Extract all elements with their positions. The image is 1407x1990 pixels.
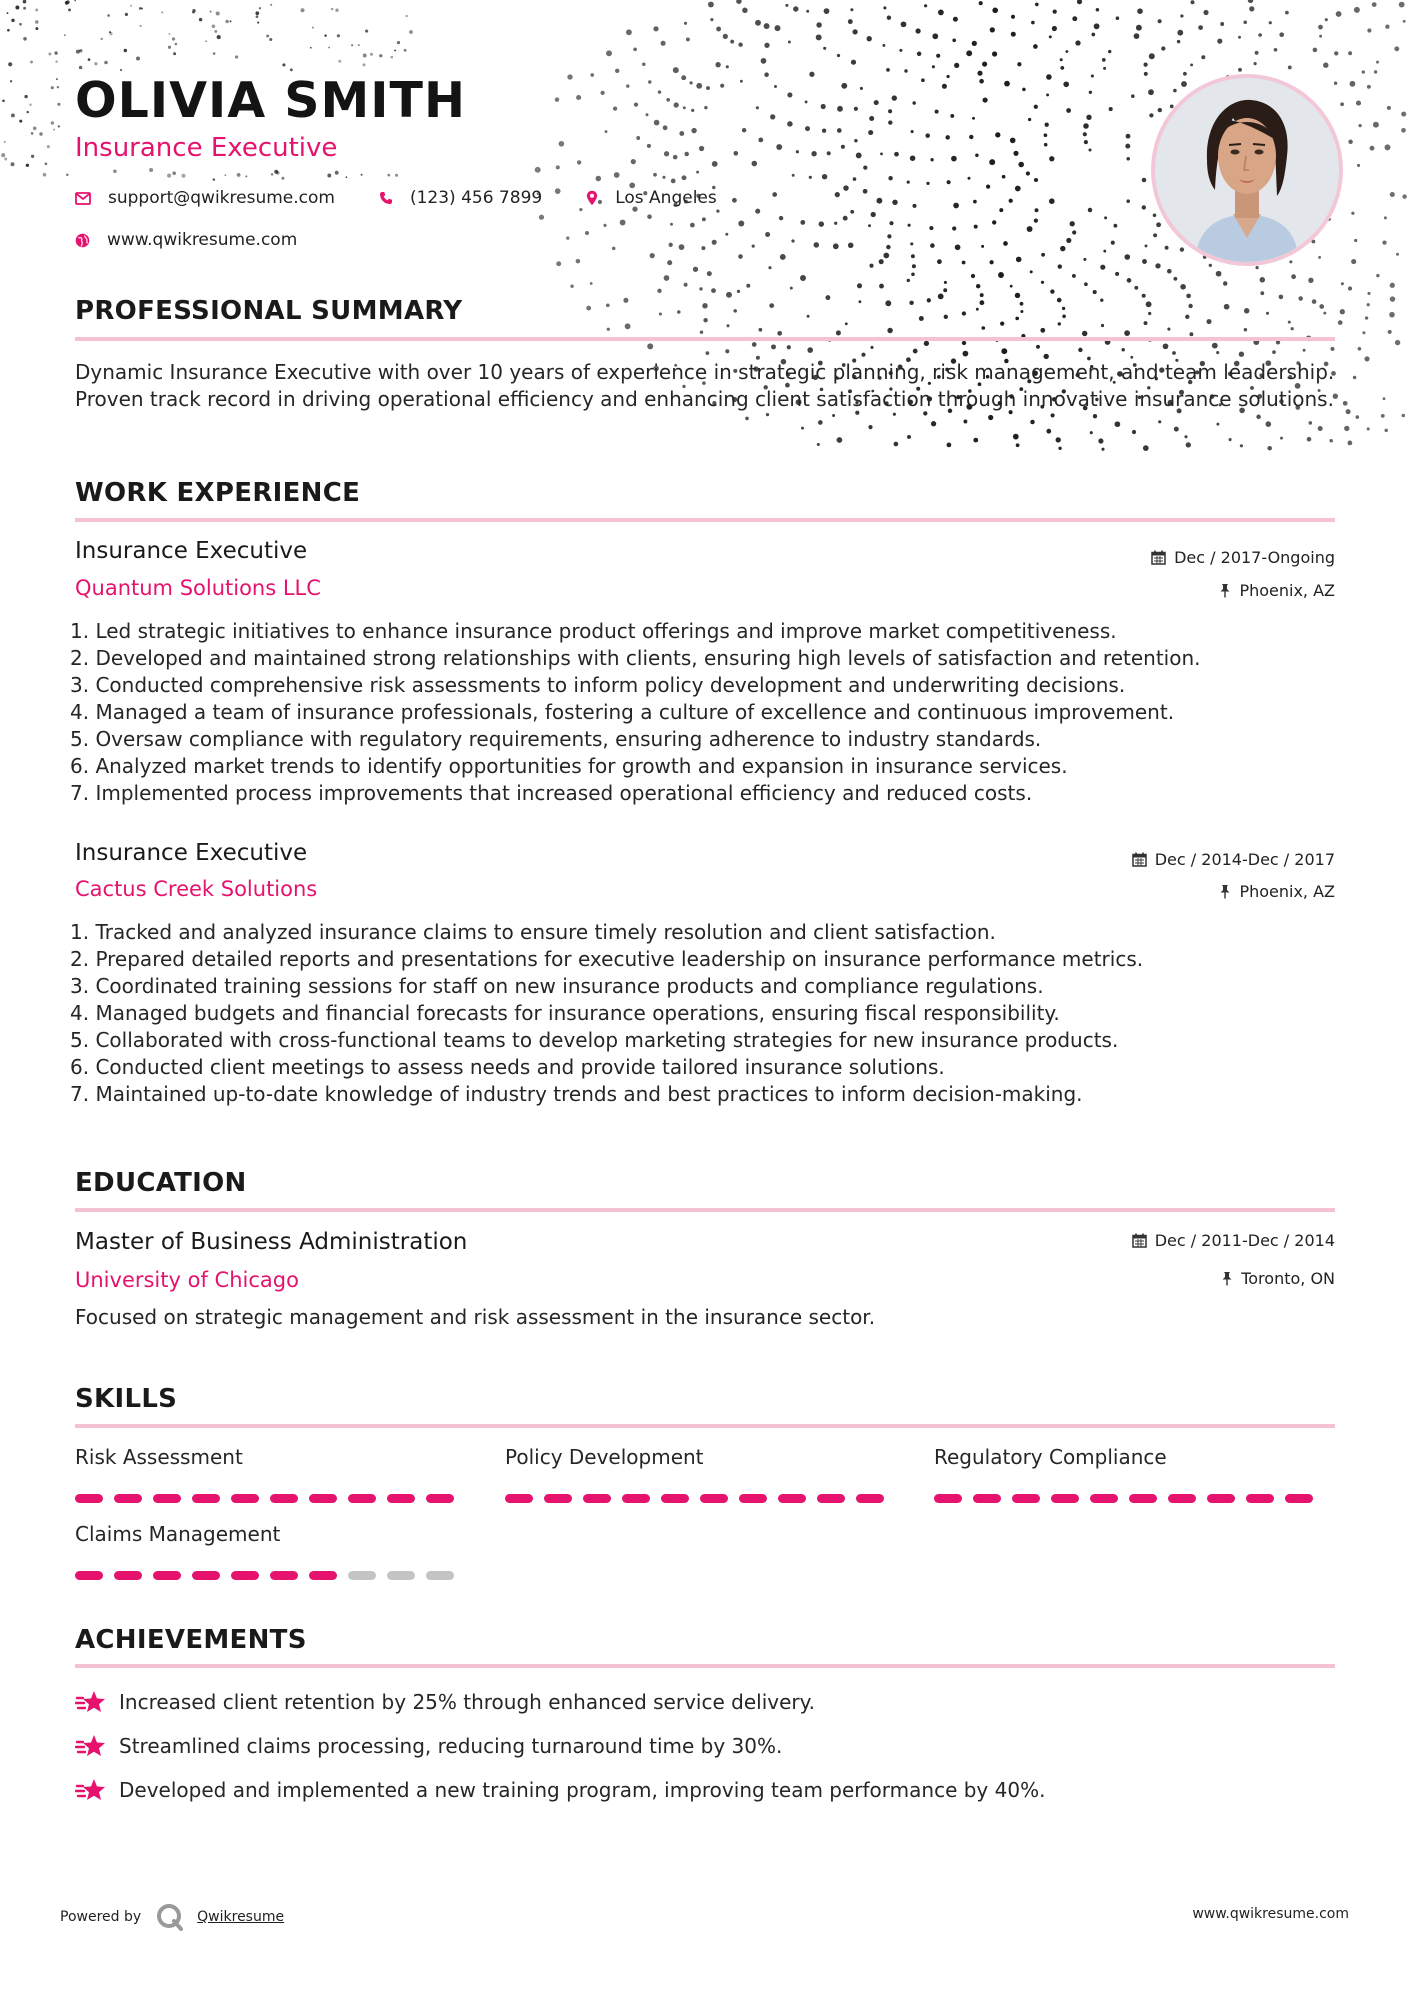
- job-title: Insurance Executive: [75, 840, 308, 866]
- skill-segment-filled: [75, 1494, 103, 1503]
- skill-segment-filled: [817, 1494, 845, 1503]
- skill-segment-filled: [309, 1571, 337, 1580]
- email-item[interactable]: [75, 188, 335, 208]
- skill-segment-filled: [661, 1494, 689, 1503]
- website-text: www.qwikresume.com: [107, 230, 298, 250]
- skill-segment-filled: [1246, 1494, 1274, 1503]
- skill-segment-filled: [231, 1494, 259, 1503]
- skill-segment-filled: [153, 1571, 181, 1580]
- footer-url[interactable]: www.qwikresume.com: [1192, 1906, 1349, 1922]
- skill-segment-empty: [387, 1571, 415, 1580]
- website-row: [75, 230, 341, 250]
- pushpin-icon: [1221, 1271, 1233, 1286]
- skill-name: Regulatory Compliance: [934, 1445, 1167, 1469]
- skill-segment-filled: [114, 1494, 142, 1503]
- skill-level-bar: [75, 1494, 454, 1503]
- skill-segment-filled: [309, 1494, 337, 1503]
- section-divider: [75, 1208, 1335, 1212]
- section-divider: [75, 337, 1335, 341]
- calendar-icon: [1132, 852, 1147, 867]
- skill-level-bar: [75, 1571, 454, 1580]
- skill-name: Policy Development: [505, 1445, 704, 1469]
- skill-segment-filled: [153, 1494, 181, 1503]
- summary-text: Dynamic Insurance Executive with over 10 years of experience in strategic planning, risk management, and team leadership. Proven track record in driving operational efficiency and enhancing client satisfaction through innovative insurance solutions.: [75, 360, 1335, 411]
- skill-segment-filled: [544, 1494, 572, 1503]
- powered-by: [60, 1902, 284, 1932]
- skill-segment-filled: [1207, 1494, 1235, 1503]
- list-item: 1. Led strategic initiatives to enhance insurance product offerings and improve market competitiveness.: [70, 619, 1117, 643]
- skill-segment-filled: [75, 1571, 103, 1580]
- map-pin-icon: [586, 190, 598, 206]
- skill-segment-filled: [778, 1494, 806, 1503]
- skill-segment-filled: [1168, 1494, 1196, 1503]
- location-item: [586, 188, 717, 208]
- list-item: 7. Implemented process improvements that increased operational efficiency and reduced costs.: [70, 781, 1033, 805]
- job-responsibilities: [70, 919, 1340, 1108]
- job-responsibilities: [70, 618, 1340, 807]
- candidate-title: Insurance Executive: [75, 133, 338, 163]
- phone-icon: [379, 191, 393, 205]
- candidate-name: OLIVIA SMITH: [75, 72, 466, 129]
- education-location: [1221, 1269, 1335, 1288]
- education-dates: [1132, 1231, 1335, 1250]
- list-item: 3. Coordinated training sessions for staff on new insurance products and compliance regulations.: [70, 974, 1044, 998]
- job-title: Insurance Executive: [75, 538, 308, 564]
- phone-text: (123) 456 7899: [409, 188, 543, 208]
- profile-photo: [1151, 74, 1343, 266]
- achievement-item: [75, 1776, 1045, 1804]
- job-location: [1219, 882, 1335, 901]
- envelope-icon: [75, 192, 91, 205]
- skill-segment-filled: [739, 1494, 767, 1503]
- achievement-text: Increased client retention by 25% through enhanced service delivery.: [119, 1690, 815, 1714]
- skill-level-bar: [934, 1494, 1313, 1503]
- powered-by-label: Powered by: [60, 1909, 142, 1925]
- calendar-icon: [1132, 1233, 1147, 1248]
- list-item: 4. Managed a team of insurance professionals, fostering a culture of excellence and continuous improvement.: [70, 700, 1175, 724]
- skill-segment-filled: [934, 1494, 962, 1503]
- skill-name: Risk Assessment: [75, 1445, 243, 1469]
- job-location-text: Phoenix, AZ: [1239, 882, 1335, 901]
- skill-segment-filled: [622, 1494, 650, 1503]
- skill-segment-filled: [270, 1571, 298, 1580]
- school-name: University of Chicago: [75, 1268, 299, 1292]
- email-text: support@qwikresume.com: [108, 188, 335, 208]
- skill-segment-filled: [856, 1494, 884, 1503]
- company-name: Cactus Creek Solutions: [75, 877, 318, 901]
- skill-segment-filled: [231, 1571, 259, 1580]
- skill-level-bar: [505, 1494, 884, 1503]
- job-dates: [1132, 850, 1335, 869]
- list-item: 2. Prepared detailed reports and presentations for executive leadership on insurance performance metrics.: [70, 947, 1144, 971]
- list-item: 6. Analyzed market trends to identify opportunities for growth and expansion in insurance services.: [70, 754, 1068, 778]
- skill-segment-filled: [192, 1494, 220, 1503]
- list-item: 6. Conducted client meetings to assess needs and provide tailored insurance solutions.: [70, 1055, 945, 1079]
- phone-item[interactable]: [379, 188, 542, 208]
- section-divider: [75, 518, 1335, 522]
- star-icon: [75, 1688, 107, 1716]
- section-title-skills: SKILLS: [75, 1384, 178, 1414]
- company-name: Quantum Solutions LLC: [75, 576, 321, 600]
- skill-segment-filled: [973, 1494, 1001, 1503]
- list-item: 5. Oversaw compliance with regulatory requirements, ensuring adherence to industry standards.: [70, 727, 1042, 751]
- website-item[interactable]: [75, 230, 297, 250]
- skill-name: Claims Management: [75, 1522, 281, 1546]
- qwikresume-logo-icon: [155, 1902, 185, 1932]
- location-text: Los Angeles: [615, 188, 717, 208]
- section-title-summary: PROFESSIONAL SUMMARY: [75, 296, 463, 326]
- section-divider: [75, 1424, 1335, 1428]
- skill-segment-filled: [1285, 1494, 1313, 1503]
- job-dates: [1151, 548, 1335, 567]
- skill-segment-filled: [1090, 1494, 1118, 1503]
- section-title-education: EDUCATION: [75, 1168, 247, 1198]
- job-dates-text: Dec / 2014-Dec / 2017: [1154, 850, 1335, 869]
- skill-segment-filled: [348, 1494, 376, 1503]
- job-location: [1219, 581, 1335, 600]
- pushpin-icon: [1219, 583, 1231, 598]
- star-icon: [75, 1732, 107, 1760]
- skill-segment-filled: [1051, 1494, 1079, 1503]
- skill-segment-filled: [270, 1494, 298, 1503]
- achievement-item: [75, 1732, 782, 1760]
- skill-segment-filled: [192, 1571, 220, 1580]
- skill-segment-filled: [700, 1494, 728, 1503]
- pushpin-icon: [1219, 884, 1231, 899]
- profile-portrait-image: [1155, 78, 1339, 262]
- section-divider: [75, 1664, 1335, 1668]
- education-description: Focused on strategic management and risk assessment in the insurance sector.: [75, 1305, 876, 1329]
- education-location-text: Toronto, ON: [1241, 1269, 1335, 1288]
- calendar-icon: [1151, 550, 1166, 565]
- list-item: 4. Managed budgets and financial forecasts for insurance operations, ensuring fiscal responsibility.: [70, 1001, 1060, 1025]
- section-title-experience: WORK EXPERIENCE: [75, 478, 361, 508]
- skill-segment-filled: [114, 1571, 142, 1580]
- skill-segment-filled: [426, 1494, 454, 1503]
- skill-segment-filled: [505, 1494, 533, 1503]
- list-item: 1. Tracked and analyzed insurance claims to ensure timely resolution and client satisfaction.: [70, 920, 996, 944]
- skill-segment-empty: [348, 1571, 376, 1580]
- job-dates-text: Dec / 2017-Ongoing: [1174, 548, 1335, 567]
- star-icon: [75, 1776, 107, 1804]
- degree-title: Master of Business Administration: [75, 1229, 468, 1255]
- job-location-text: Phoenix, AZ: [1239, 581, 1335, 600]
- skill-segment-filled: [1012, 1494, 1040, 1503]
- list-item: 5. Collaborated with cross-functional teams to develop marketing strategies for new insurance products.: [70, 1028, 1119, 1052]
- skill-segment-empty: [426, 1571, 454, 1580]
- list-item: 7. Maintained up-to-date knowledge of industry trends and best practices to inform decision-making.: [70, 1082, 1083, 1106]
- skill-segment-filled: [1129, 1494, 1157, 1503]
- contact-row: [75, 188, 761, 208]
- list-item: 2. Developed and maintained strong relationships with clients, ensuring high levels of satisfaction and retention.: [70, 646, 1201, 670]
- list-item: 3. Conducted comprehensive risk assessments to inform policy development and underwriting decisions.: [70, 673, 1126, 697]
- section-title-achievements: ACHIEVEMENTS: [75, 1625, 307, 1655]
- globe-icon: [75, 233, 90, 248]
- education-dates-text: Dec / 2011-Dec / 2014: [1154, 1231, 1335, 1250]
- achievement-text: Streamlined claims processing, reducing turnaround time by 30%.: [119, 1734, 783, 1758]
- skill-segment-filled: [583, 1494, 611, 1503]
- qwikresume-link[interactable]: Qwikresume: [197, 1909, 285, 1925]
- skill-segment-filled: [387, 1494, 415, 1503]
- achievement-item: [75, 1688, 815, 1716]
- achievement-text: Developed and implemented a new training program, improving team performance by 40%.: [119, 1778, 1046, 1802]
